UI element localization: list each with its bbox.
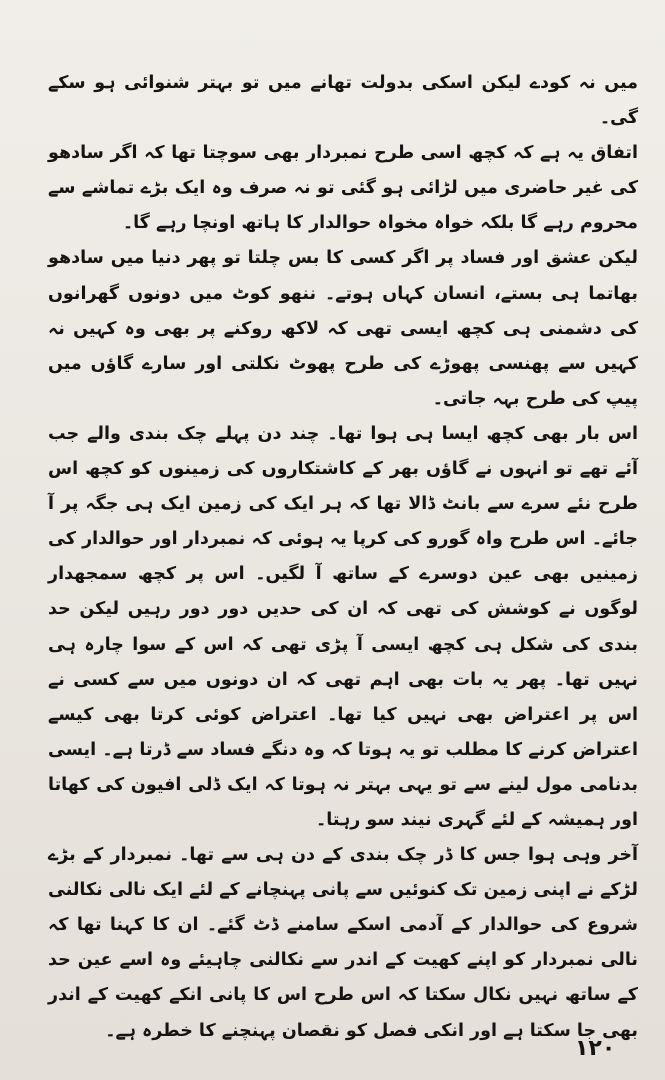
paragraph-5: آخر وہی ہوا جس کا ڈر چک بندی کے دن ہی سے تھا۔ نمبردار کے بڑے لڑکے نے اپنی زمین تک کنوئیں سے پانی پہنچانے کے لئے ایک نالی نکالنی شروع کی حوالدار کے آدمی اسکے سامنے ڈٹ گئے۔ ان کا کہنا تھا کہ نالی نمبردار کو اپنے کھیت کے اندر سے نکالنی چاہیئے وہ اسے عین حد کے ساتھ نہیں نکال سکتا کہ اس طرح اس کا پانی انکے کھیت کے اندر بھی جا سکتا ہے اور انکی فصل کو نقصان پہنچنے کا خطرہ ہے۔ [48,845,638,1041]
paragraph-2: اتفاق یہ ہے کہ کچھ اسی طرح نمبردار بھی سوچتا تھا کہ اگر سادھو کی غیر حاضری میں لڑائی ہو گئی تو نہ صرف وہ ایک بڑے تماشے سے محروم رہے گا بلکہ خواہ مخواہ حوالدار کا ہاتھ اونچا رہے گا۔ [48,143,638,234]
paragraph-4: اس بار بھی کچھ ایسا ہی ہوا تھا۔ چند دن پہلے چک بندی والے جب آئے تھے تو انہوں نے گاؤں بھر کے کاشتکاروں کی زمینوں کو کچھ اس طرح نئے سرے سے بانٹ ڈالا تھا کہ ہر ایک کی زمین ایک ہی جگہ پر آ جائے۔ اس طرح واہ گورو کی کرپا یہ ہوئی کہ نمبردار اور حوالدار کی زمینیں بھی عین دوسرے کے ساتھ آ لگیں۔ اس پر کچھ سمجھدار لوگوں نے کوشش کی تھی کہ ان کی حدیں دور دور رہیں لیکن حد بندی کی شکل ہی کچھ ایسی آ پڑی تھی کہ اس کے سوا چارہ ہی نہیں تھا۔ پھر یہ بات بھی اہم تھی کہ ان دونوں میں سے کسی نے اس پر اعتراض بھی نہیں کیا تھا۔ اعتراض کوئی کرتا بھی کیسے اعتراض کرنے کا مطلب تو یہ ہوتا کہ وہ دنگے فساد سے ڈرتا ہے۔ ایسی بدنامی مول لینے سے تو یہی بہتر نہ ہوتا کہ ایک ڈلی افیون کی کھاتا اور ہمیشہ کے لئے گہری نیند سو رہتا۔ [48,423,638,830]
page-number: ۱۲۰ [575,1036,616,1061]
paragraph-3: لیکن عشق اور فساد پر اگر کسی کا بس چلتا تو پھر دنیا میں سادھو بھاتما ہی بستے، انسان کہاں ہوتے۔ ننھو کوٹ میں دونوں گھرانوں کی دشمنی ہی کچھ ایسی تھی کہ لاکھ روکنے پر بھی وہ کہیں نہ کہیں سے پھنسی پھوڑے کی طرح پھوٹ نکلتی اور سارے گاؤں میں پیپ کی طرح بہہ جاتی۔ [48,248,638,409]
paragraph-1: میں نہ کودے لیکن اسکی بدولت تھانے میں تو بہتر شنوائی ہو سکے گی۔ [48,73,638,129]
page-body-text [48,66,638,1049]
